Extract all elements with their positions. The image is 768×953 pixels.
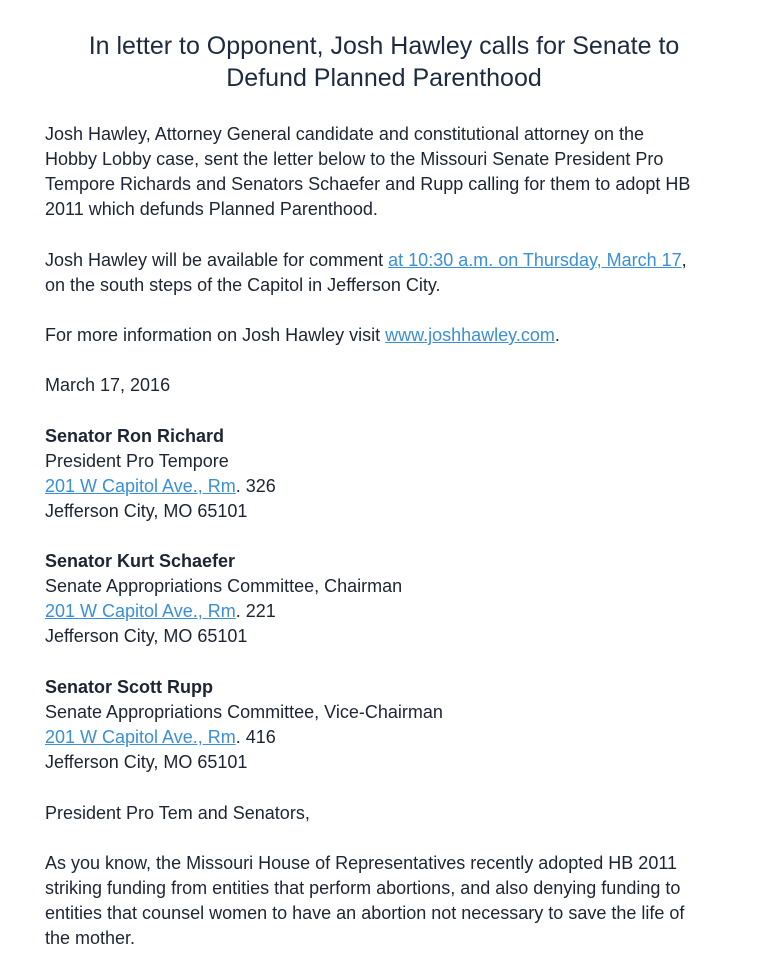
recipient-room: . 416 [235, 727, 276, 747]
page-title [40, 30, 728, 94]
more-info-suffix: . [554, 325, 560, 345]
recipient-address [45, 474, 735, 499]
recipient-city: Jefferson City, MO 65101 [45, 626, 248, 646]
more-info-paragraph [45, 323, 735, 348]
intro-line: Hobby Lobby case, sent the letter below to the Missouri Senate President Pro [45, 149, 664, 169]
more-info-line [45, 323, 735, 348]
recipient-room: . 326 [235, 476, 276, 496]
body-paragraph [45, 851, 735, 951]
body-line: striking funding from entities that perform abortions, and also denying funding to [45, 878, 681, 898]
intro-line: Tempore Richards and Senators Schaefer and Rupp calling for them to adopt HB [45, 174, 691, 194]
recipient-name: Senator Scott Rupp [45, 677, 214, 697]
recipient-name: Senator Ron Richard [45, 426, 225, 446]
availability-prefix: Josh Hawley will be available for comment [45, 250, 389, 270]
website-link[interactable]: www.joshhawley.com [385, 325, 555, 345]
address-link[interactable]: 201 W Capitol Ave., Rm [45, 727, 236, 747]
recipient-city: Jefferson City, MO 65101 [45, 752, 248, 772]
recipient-title: Senate Appropriations Committee, Chairman [45, 576, 403, 596]
event-time-link[interactable]: at 10:30 a.m. on Thursday, March 17 [388, 250, 682, 270]
intro-paragraph [45, 122, 735, 222]
availability-suffix: , [681, 250, 687, 270]
recipient-title: President Pro Tempore [45, 451, 229, 471]
body-line: entities that counsel women to have an abortion not necessary to save the life of [45, 903, 685, 923]
salutation: President Pro Tem and Senators, [45, 803, 310, 823]
intro-line: Josh Hawley, Attorney General candidate and constitutional attorney on the [45, 124, 645, 144]
letter-date: March 17, 2016 [45, 375, 171, 395]
recipient-room: . 221 [235, 601, 276, 621]
availability-line-1 [45, 248, 735, 273]
title-line-2: Defund Planned Parenthood [226, 64, 542, 92]
recipient-address [45, 725, 735, 750]
recipient-address [45, 599, 735, 624]
recipient-title: Senate Appropriations Committee, Vice-Chairman [45, 702, 443, 722]
address-link[interactable]: 201 W Capitol Ave., Rm [45, 601, 236, 621]
recipient-city: Jefferson City, MO 65101 [45, 501, 248, 521]
body-line: the mother. [45, 928, 136, 948]
title-line-1: In letter to Opponent, Josh Hawley calls for Senate to [88, 32, 680, 60]
more-info-prefix: For more information on Josh Hawley visit [45, 325, 386, 345]
address-link[interactable]: 201 W Capitol Ave., Rm [45, 476, 236, 496]
recipient-block [45, 424, 735, 524]
body-line: As you know, the Missouri House of Representatives recently adopted HB 2011 [45, 853, 678, 873]
intro-line: 2011 which defunds Planned Parenthood. [45, 199, 378, 219]
recipient-block [45, 549, 735, 649]
availability-paragraph [45, 248, 735, 298]
availability-line-2: on the south steps of the Capitol in Jefferson City. [45, 275, 441, 295]
recipient-name: Senator Kurt Schaefer [45, 551, 236, 571]
recipient-block [45, 675, 735, 775]
